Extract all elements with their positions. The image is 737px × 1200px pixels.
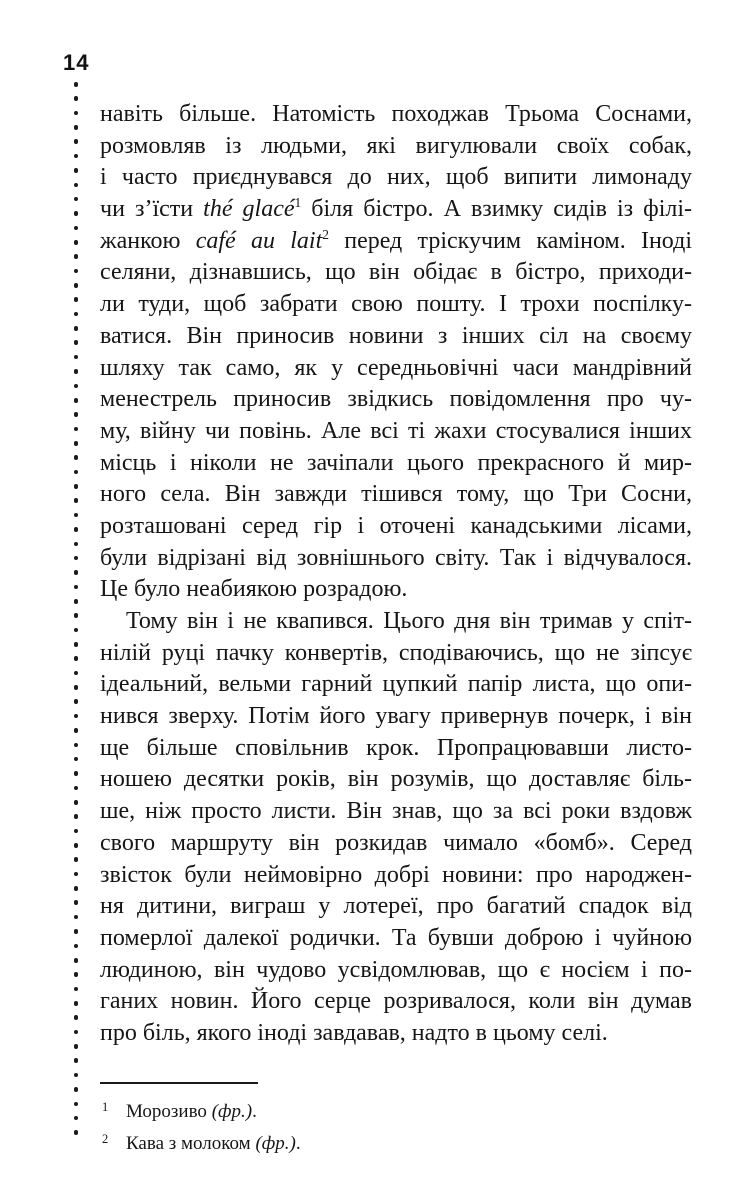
text-segment: менестрель приносив звідкись повідомлення про чу- <box>100 386 692 413</box>
text-segment: Це було неабиякою розрадою. <box>100 576 408 603</box>
text-segment: і часто приєднувався до них, щоб випити лимонаду <box>100 164 692 191</box>
text-segment: Морозиво <box>126 1101 212 1122</box>
text-line <box>100 701 692 733</box>
text-segment: свого маршруту він розкидав чимало «бомб». Серед <box>100 829 692 856</box>
text-line <box>100 796 692 828</box>
margin-dot <box>74 599 79 604</box>
margin-dot <box>74 527 79 532</box>
margin-dot <box>74 1044 79 1049</box>
text-line <box>100 1018 692 1050</box>
margin-dot <box>74 1015 79 1020</box>
text-segment: ношею десятки років, він розумів, що доставляє біль- <box>100 766 692 793</box>
margin-dot <box>74 355 79 360</box>
margin-dot <box>74 498 79 503</box>
margin-dot <box>74 944 79 949</box>
margin-dot <box>74 326 79 331</box>
text-line <box>100 162 692 194</box>
margin-dot <box>74 585 79 590</box>
text-line <box>100 321 692 353</box>
text-segment: ще більше сповільнив крок. Пропрацювавши листо- <box>100 734 692 761</box>
text-line <box>100 479 692 511</box>
text-line <box>100 543 692 575</box>
text-line <box>100 955 692 987</box>
margin-dot <box>74 743 79 748</box>
text-segment: . <box>252 1101 257 1122</box>
text-segment: ше, ніж просто листи. Він знав, що за всі роки вздовж <box>100 798 692 825</box>
margin-dot <box>74 96 79 101</box>
footnote-separator <box>100 1082 258 1084</box>
text-segment: розмовляв із людьми, які вигулювали своїх собак, <box>100 132 692 159</box>
text-segment: біля бістро. А взимку сидів із філі- <box>301 196 692 223</box>
text-line <box>100 764 692 796</box>
footnote-reference: 1 <box>294 195 302 211</box>
margin-dot <box>74 1058 79 1063</box>
margin-dot <box>74 398 79 403</box>
text-segment: місць і ніколи не зачіпали цього прекрасного й мир- <box>100 449 692 476</box>
margin-dot <box>74 412 79 417</box>
text-segment: Кава з молоком <box>126 1132 256 1154</box>
margin-dot <box>74 972 79 977</box>
text-line <box>100 923 692 955</box>
margin-dot <box>74 628 79 633</box>
text-segment: звісток були неймовірно добрі новини: про народжен- <box>100 861 692 888</box>
margin-dot <box>74 642 79 647</box>
text-line <box>100 828 692 860</box>
margin-dot <box>74 843 79 848</box>
margin-dot <box>74 757 79 762</box>
margin-dot <box>74 283 79 288</box>
body-text <box>100 99 692 1050</box>
text-segment: людиною, він чудово усвідомлював, що є носієм і по- <box>100 956 692 983</box>
margin-dot <box>74 427 79 432</box>
text-line <box>100 986 692 1018</box>
text-segment: нілій руці пачку конвертів, сподіваючись, що не зіпсує <box>100 639 692 666</box>
text-segment: ня дитини, виграш у лотереї, про багатий спадок від <box>100 893 692 920</box>
margin-dot <box>74 297 79 302</box>
margin-dot <box>74 1116 79 1121</box>
text-line <box>100 669 692 701</box>
margin-dot <box>74 1087 79 1092</box>
margin-dot <box>74 699 79 704</box>
text-segment: жанкою <box>100 227 196 254</box>
margin-dot <box>74 786 79 791</box>
margin-dot <box>74 369 79 374</box>
text-line <box>100 511 692 543</box>
text-line <box>100 353 692 385</box>
margin-dot <box>74 542 79 547</box>
text-line <box>100 638 692 670</box>
text-line <box>100 574 692 606</box>
margin-dot <box>74 685 79 690</box>
footnotes <box>100 1094 692 1157</box>
margin-dot <box>74 829 79 834</box>
margin-dot <box>74 800 79 805</box>
margin-dot <box>74 455 79 460</box>
margin-dot <box>74 226 79 231</box>
text-segment: . <box>295 1132 301 1154</box>
margin-dot <box>74 570 79 575</box>
page-number: 14 <box>63 50 90 75</box>
margin-dot <box>74 728 79 733</box>
margin-dot <box>74 197 79 202</box>
margin-dot <box>74 269 79 274</box>
text-line <box>100 891 692 923</box>
footnote <box>100 1094 692 1126</box>
margin-dot <box>74 1073 79 1078</box>
margin-dot <box>74 714 79 719</box>
margin-dot <box>74 340 79 345</box>
margin-dot <box>74 987 79 992</box>
margin-dot <box>74 211 79 216</box>
text-line <box>100 131 692 163</box>
margin-dot <box>74 384 79 389</box>
italic-phrase: thé glacé <box>203 196 295 223</box>
text-segment: ного села. Він завжди тішився тому, що Три Сосни, <box>100 481 692 508</box>
text-segment: нився зверху. Потім його увагу привернув почерк, і він <box>100 703 692 730</box>
margin-dot <box>74 139 79 144</box>
footnote-marker: 1 <box>102 1100 109 1114</box>
text-line <box>100 733 692 765</box>
margin-dot <box>74 872 79 877</box>
text-line <box>100 448 692 480</box>
margin-dot <box>74 1030 79 1035</box>
text-segment: Тому він і не квапився. Цього дня він тримав у спіт- <box>126 608 692 634</box>
text-line <box>100 860 692 892</box>
margin-dot <box>74 556 79 561</box>
text-segment: му, війну чи повінь. Але всі ті жахи стосувалися інших <box>100 417 692 444</box>
text-segment: ганих новин. Його серце розривалося, коли він думав <box>100 988 692 1015</box>
margin-dot <box>74 441 79 446</box>
text-line <box>100 416 692 448</box>
margin-dot <box>74 1102 79 1107</box>
margin-dot <box>74 857 79 862</box>
italic-phrase: café au lait <box>195 227 323 254</box>
margin-dot <box>74 240 79 245</box>
margin-dot <box>74 915 79 920</box>
text-segment: були відрізані від зовнішнього світу. Так і відчувалося. <box>100 544 692 571</box>
text-segment: ли туди, щоб забрати свою пошту. І трохи поспілку- <box>100 291 692 318</box>
text-segment: навіть більше. Натомість походжав Трьома Соснами, <box>100 101 692 127</box>
text-segment: чи з’їсти <box>100 196 204 223</box>
margin-dot <box>74 929 79 934</box>
text-segment: шляху так само, як у середньовічні часи мандрівний <box>100 354 692 381</box>
text-line <box>100 99 692 131</box>
text-line <box>100 289 692 321</box>
text-segment: перед тріскучим каміном. Іноді <box>328 227 692 254</box>
margin-dot <box>74 900 79 905</box>
margin-dot <box>74 484 79 489</box>
text-line <box>100 194 692 226</box>
margin-dot <box>74 656 79 661</box>
margin-dot <box>74 154 79 159</box>
margin-dot <box>74 82 79 87</box>
margin-dot <box>74 183 79 188</box>
margin-dot <box>74 814 79 819</box>
text-segment: померлої далекої родички. Та бувши доброю і чуйною <box>100 924 692 951</box>
margin-dot <box>74 168 79 173</box>
text-segment: селяни, дізнавшись, що він обідає в бістро, приходи- <box>100 259 692 286</box>
margin-dot <box>74 254 79 259</box>
margin-dot <box>74 886 79 891</box>
margin-dot <box>74 958 79 963</box>
italic-phrase: (фр.) <box>255 1132 296 1154</box>
margin-dot <box>74 1001 79 1006</box>
margin-dot <box>74 771 79 776</box>
margin-dot <box>74 111 79 116</box>
text-line <box>100 384 692 416</box>
margin-dot <box>74 513 79 518</box>
margin-dot <box>74 613 79 618</box>
footnote <box>100 1126 692 1158</box>
dotted-margin-border <box>73 82 79 1135</box>
text-line <box>100 226 692 258</box>
margin-dot <box>74 1130 79 1135</box>
italic-phrase: (фр.) <box>211 1101 253 1122</box>
footnote-marker: 2 <box>102 1131 109 1146</box>
margin-dot <box>74 470 79 475</box>
text-segment: про біль, якого іноді завдавав, надто в цьому селі. <box>100 1019 608 1046</box>
margin-dot <box>74 312 79 317</box>
margin-dot <box>74 671 79 676</box>
footnote-reference: 2 <box>322 226 329 242</box>
text-line <box>100 606 692 638</box>
text-line <box>100 257 692 289</box>
text-segment: ватися. Він приносив новини з інших сіл на своєму <box>100 322 692 349</box>
margin-dot <box>74 125 79 130</box>
text-segment: розташовані серед гір і оточені канадськими лісами, <box>100 512 692 539</box>
text-segment: ідеальний, вельми гарний цупкий папір листа, що опи- <box>100 671 692 698</box>
